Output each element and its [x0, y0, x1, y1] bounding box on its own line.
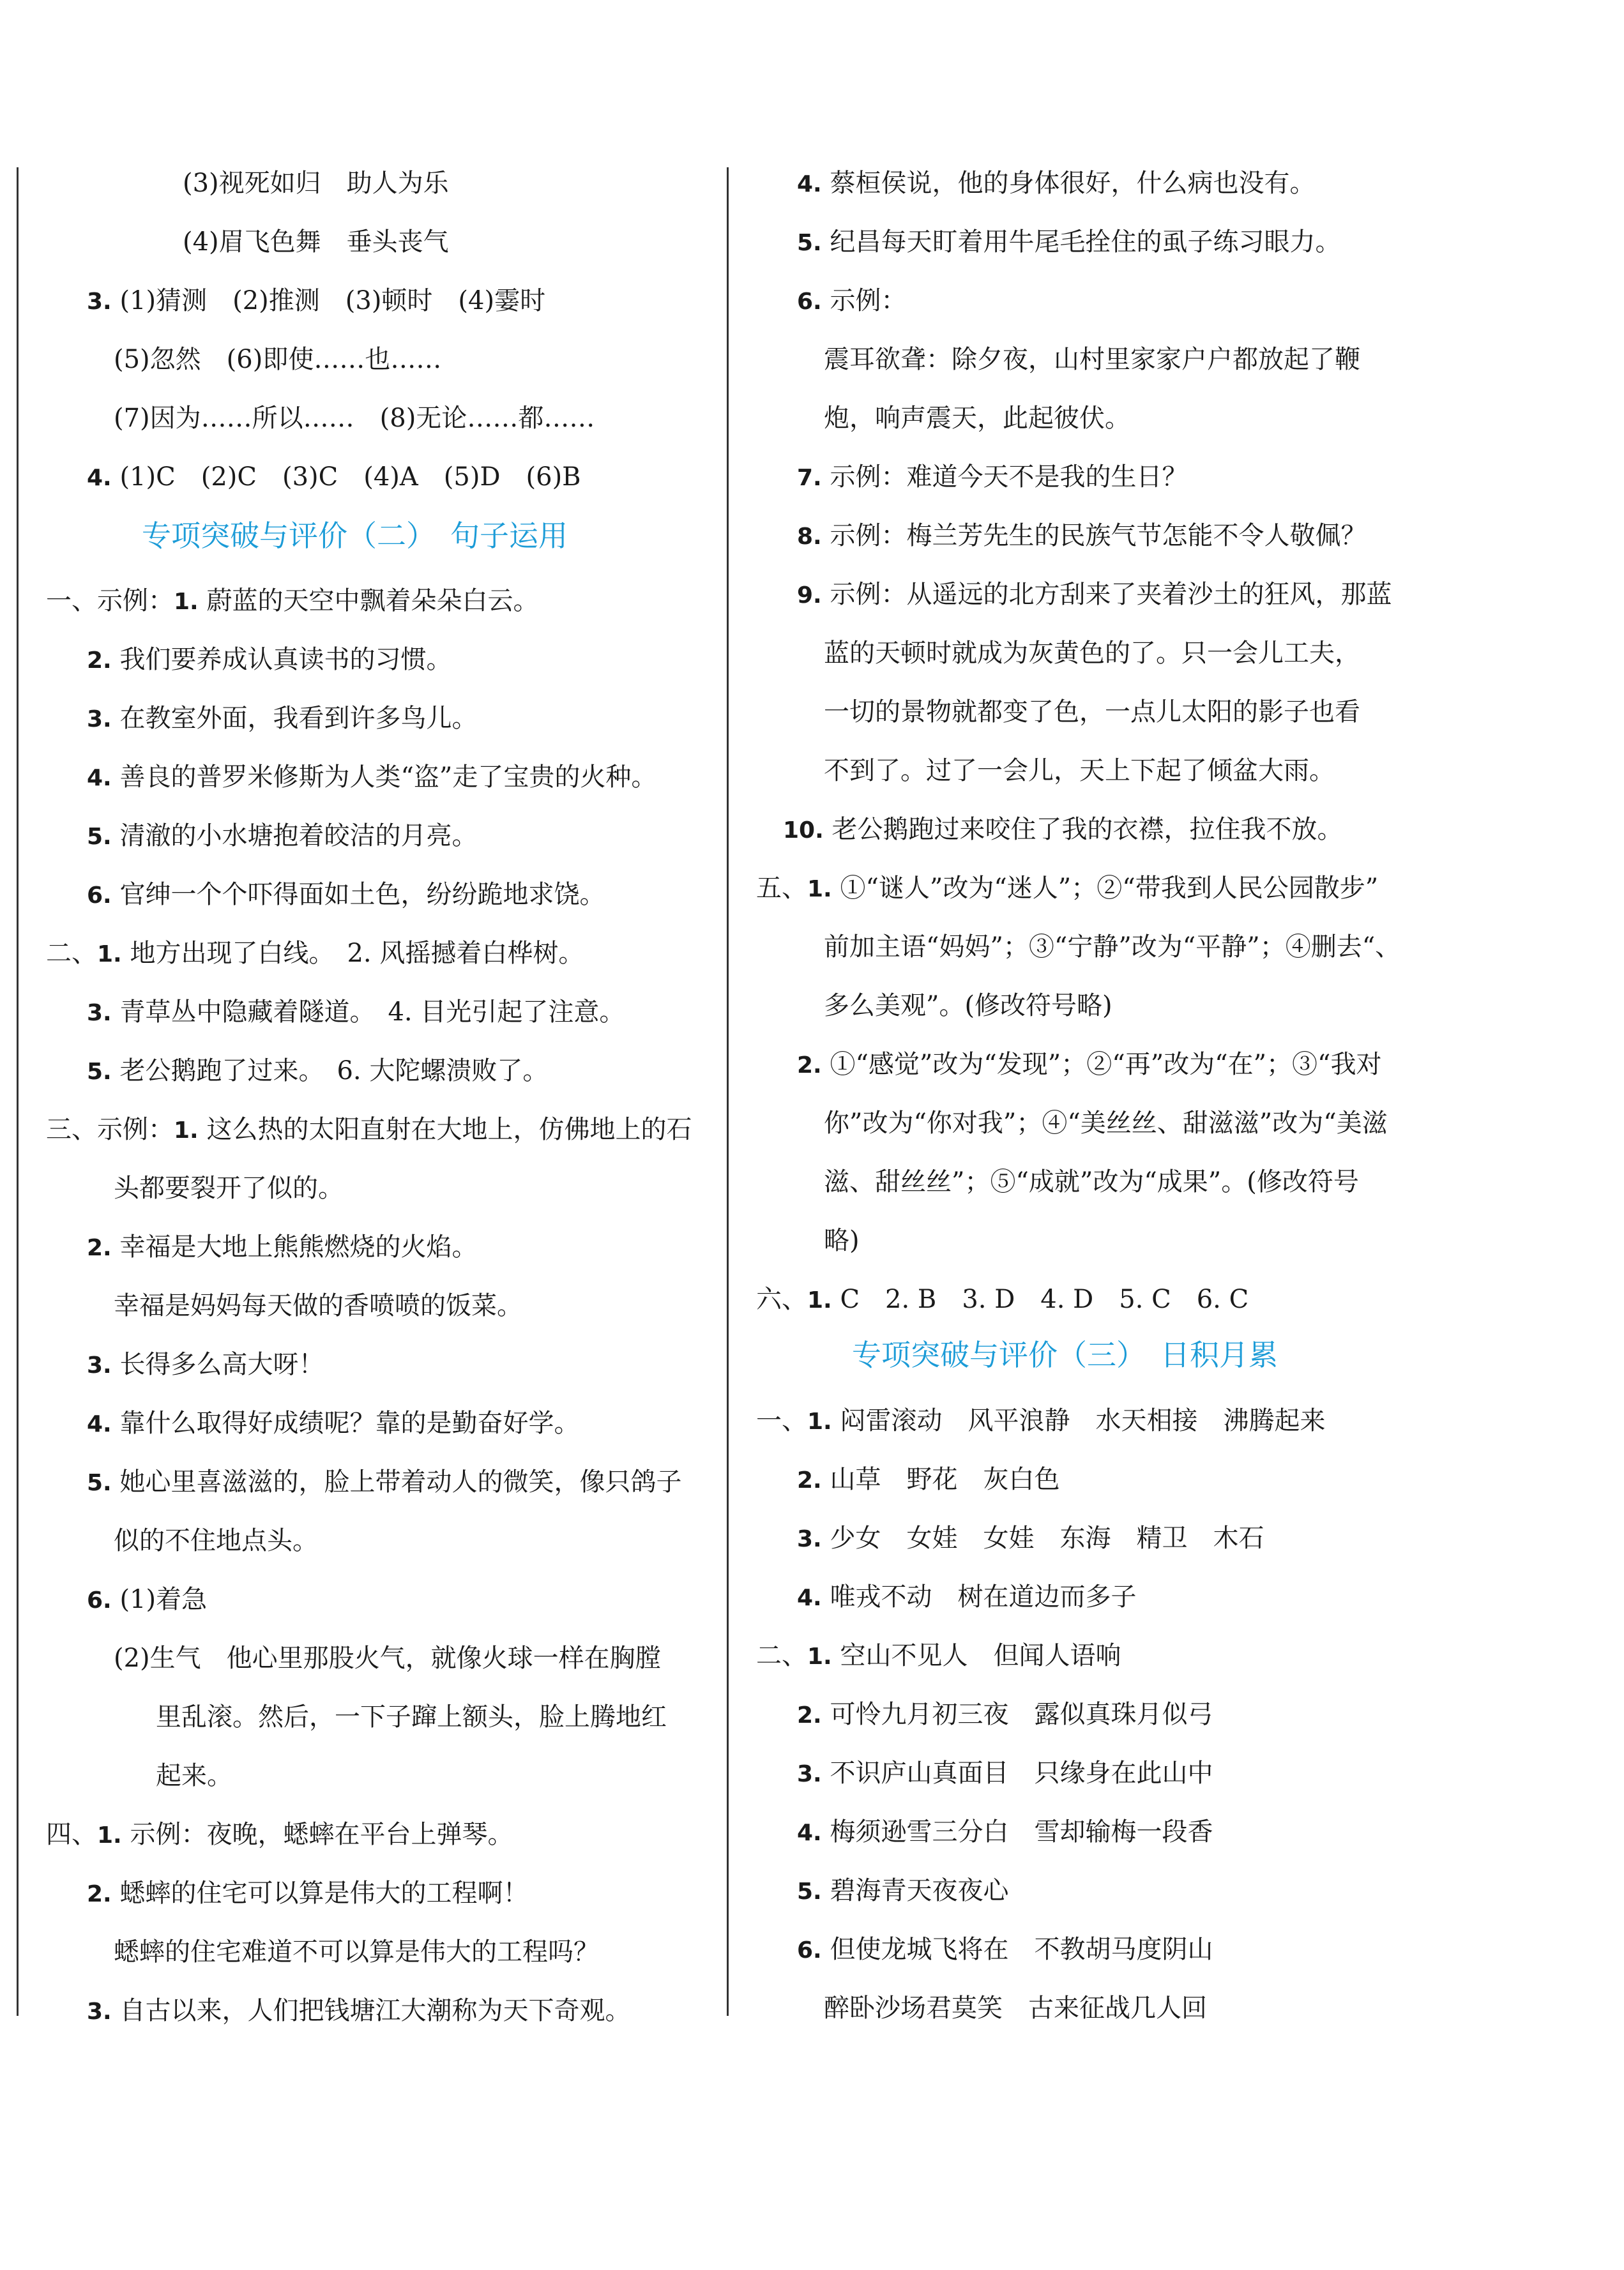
- question-number: 6.: [87, 882, 112, 909]
- answer-line: [87, 761, 656, 794]
- answer-text: 这么热的太阳直射在大地上，仿佛地上的石: [206, 1115, 692, 1144]
- answer-text: 蔡桓侯说，他的身体很好，什么病也没有。: [830, 169, 1316, 198]
- answer-line: [46, 937, 584, 971]
- question-number: 3.: [87, 289, 112, 315]
- answer-line: [87, 285, 545, 318]
- question-number: 4.: [87, 465, 112, 491]
- answer-line: [824, 931, 1400, 963]
- question-number: 2.: [87, 1235, 112, 1261]
- answer-line: [797, 1816, 1213, 1849]
- question-number: 3.: [87, 1352, 112, 1379]
- answer-text: (3)视死如归 助人为乐: [183, 169, 449, 198]
- question-number: 6.: [797, 289, 822, 315]
- question-number: 3.: [87, 706, 112, 732]
- answer-line: [797, 1464, 1059, 1497]
- answer-line: [783, 813, 1343, 847]
- answer-line: [46, 1114, 692, 1147]
- section-prefix: 四、: [46, 1820, 97, 1849]
- answer-text: 清澈的小水塘抱着皎洁的月亮。: [119, 821, 478, 851]
- answer-line: [824, 990, 1112, 1022]
- column-divider: [727, 167, 729, 2016]
- answer-text: 多么美观”。(修改符号略): [824, 991, 1112, 1020]
- answer-line: [87, 644, 452, 677]
- answer-line: [87, 1349, 324, 1382]
- question-number: 6.: [87, 1587, 112, 1614]
- question-number: 3.: [87, 1000, 112, 1026]
- question-number: 4.: [797, 1820, 822, 1846]
- answer-text: 幸福是妈妈每天做的香喷喷的饭菜。: [114, 1291, 522, 1320]
- answer-line: [824, 755, 1335, 787]
- right-column: [738, 0, 1440, 2270]
- answer-line: [87, 1584, 207, 1617]
- answer-text: 起来。: [156, 1761, 232, 1790]
- answer-line: [797, 579, 1392, 612]
- answer-text: (5)忽然 (6)即使……也……: [114, 345, 442, 374]
- answer-text: 不到了。过了一会儿，天上下起了倾盆大雨。: [824, 756, 1335, 785]
- answer-line: [87, 1055, 548, 1088]
- section-prefix: 五、: [756, 874, 807, 903]
- section-prefix: 二、: [756, 1641, 807, 1670]
- answer-text: 你”改为“你对我”；④“美丝丝、甜滋滋”改为“美滋: [824, 1109, 1388, 1138]
- answer-line: [87, 1231, 477, 1264]
- answer-line: [756, 1640, 1121, 1673]
- question-number: 3.: [797, 1761, 822, 1787]
- question-number: 2.: [87, 1881, 112, 1907]
- answer-text: 一切的景物就都变了色，一点儿太阳的影子也看: [824, 697, 1360, 727]
- answer-line: [797, 1757, 1213, 1790]
- question-number: 1.: [174, 589, 199, 615]
- question-number: 8.: [797, 524, 822, 550]
- answer-text: 蟋蟀的住宅可以算是伟大的工程啊！: [119, 1879, 529, 1908]
- answer-text: (1)猜测 (2)推测 (3)顿时 (4)霎时: [119, 286, 546, 315]
- answer-line: [87, 996, 625, 1029]
- answer-line: [183, 167, 449, 199]
- answer-text: 醉卧沙场君莫笑 古来征战几人回: [824, 1994, 1207, 2023]
- question-number: 1.: [97, 1822, 122, 1849]
- answer-text: 示例：夜晚，蟋蟀在平台上弹琴。: [130, 1820, 513, 1849]
- question-number: 2.: [797, 1702, 822, 1729]
- answer-line: [114, 1525, 318, 1557]
- answer-text: 老公鹅跑过来咬住了我的衣襟，拉住我不放。: [831, 815, 1343, 844]
- question-number: 1.: [807, 1409, 832, 1435]
- answer-line: [797, 461, 1187, 494]
- answer-line: [797, 520, 1366, 553]
- answer-line: [87, 461, 581, 494]
- answer-text: 不识庐山真面目 只缘身在此山中: [830, 1759, 1213, 1788]
- answer-text: ①“谜人”改为“迷人”；②“带我到人民公园散步”: [840, 874, 1379, 903]
- question-number: 1.: [174, 1117, 199, 1144]
- answer-text: 碧海青天夜夜心: [830, 1876, 1009, 1905]
- answer-text: 示例：: [830, 286, 907, 315]
- answer-line: [156, 1760, 232, 1792]
- question-number: 4.: [797, 1585, 822, 1611]
- answer-text: 但使龙城飞将在 不教胡马度阴山: [830, 1935, 1213, 1964]
- answer-line: [114, 402, 595, 434]
- answer-line: [797, 1522, 1264, 1555]
- answer-text: 示例：梅兰芳先生的民族气节怎能不令人敬佩？: [830, 521, 1367, 550]
- answer-line: [824, 344, 1360, 375]
- section-prefix: 一、: [756, 1406, 807, 1435]
- answer-text: 老公鹅跑了过来。 6. 大陀螺溃败了。: [119, 1056, 549, 1086]
- question-number: 7.: [797, 465, 822, 491]
- answer-line: [114, 1936, 599, 1968]
- question-number: 3.: [87, 1999, 112, 2025]
- question-number: 4.: [87, 1411, 112, 1437]
- answer-text: 可怜九月初三夜 露似真珠月似弓: [830, 1700, 1213, 1729]
- answer-text: 官绅一个个吓得面如土色，纷纷跪地求饶。: [119, 880, 605, 909]
- answer-line: [756, 872, 1378, 905]
- answer-text: 青草丛中隐藏着隧道。 4. 目光引起了注意。: [119, 997, 625, 1027]
- answer-line: [797, 1699, 1213, 1732]
- answer-text: 纪昌每天盯着用牛尾毛拴住的虱子练习眼力。: [830, 227, 1341, 257]
- question-number: 5.: [87, 824, 112, 850]
- section-heading: 专项突破与评价（二） 句子运用: [142, 518, 568, 553]
- answer-text: 少女 女娃 女娃 东海 精卫 木石: [830, 1524, 1264, 1553]
- answer-text: 靠什么取得好成绩呢？靠的是勤奋好学。: [119, 1409, 580, 1438]
- answer-line: [87, 1407, 579, 1441]
- answer-text: 山草 野花 灰白色: [830, 1465, 1060, 1494]
- answer-text: 善良的普罗米修斯为人类“盗”走了宝贵的火种。: [119, 762, 657, 792]
- answer-line: [824, 1107, 1388, 1139]
- question-number: 5.: [797, 230, 822, 256]
- answer-line: [46, 1819, 513, 1852]
- answer-text: 梅须逊雪三分白 雪却输梅一段香: [830, 1817, 1213, 1847]
- answer-line: [87, 820, 477, 853]
- answer-text: 空山不见人 但闻人语响: [840, 1641, 1121, 1670]
- answer-text: 长得多么高大呀！: [119, 1350, 324, 1379]
- question-number: 10.: [783, 817, 824, 844]
- answer-line: [87, 1877, 528, 1911]
- answer-text: 示例：难道今天不是我的生日？: [830, 462, 1188, 492]
- question-number: 4.: [797, 171, 822, 197]
- answer-text: 地方出现了白线。 2. 风摇撼着白桦树。: [130, 939, 584, 968]
- answer-line: [824, 696, 1360, 728]
- answer-text: 幸福是大地上熊熊燃烧的火焰。: [119, 1232, 478, 1262]
- answer-line: [824, 1225, 860, 1257]
- answer-text: 示例：从遥远的北方刮来了夹着沙土的狂风，那蓝: [830, 580, 1392, 609]
- answer-text: 蓝的天顿时就成为灰黄色的了。只一会儿工夫，: [824, 639, 1360, 668]
- answer-line: [797, 1933, 1213, 1967]
- question-number: 1.: [807, 1644, 832, 1670]
- answer-text: 自古以来，人们把钱塘江大潮称为天下奇观。: [119, 1996, 631, 2025]
- answer-text: (1)C (2)C (3)C (4)A (5)D (6)B: [119, 462, 581, 492]
- left-column: [0, 0, 722, 2270]
- answer-line: [797, 285, 906, 318]
- answer-line: [824, 637, 1360, 669]
- answer-line: [756, 1405, 1325, 1438]
- answer-text: 闷雷滚动 风平浪静 水天相接 沸腾起来: [840, 1406, 1326, 1435]
- section-prefix: 三、示例：: [46, 1115, 174, 1144]
- answer-text: C 2. B 3. D 4. D 5. C 6. C: [840, 1285, 1249, 1314]
- answer-text: (2)生气 他心里那股火气，就像火球一样在胸膛: [114, 1644, 661, 1673]
- answer-line: [797, 1048, 1382, 1082]
- question-number: 4.: [87, 765, 112, 791]
- answer-text: 炮，响声震天，此起彼伏。: [824, 404, 1130, 433]
- answer-line: [87, 702, 477, 736]
- answer-line: [46, 585, 538, 618]
- answer-text: 蟋蟀的住宅难道不可以算是伟大的工程吗？: [114, 1937, 599, 1967]
- answer-text: (1)着急: [119, 1585, 208, 1614]
- answer-text: (4)眉飞色舞 垂头丧气: [183, 227, 449, 257]
- section-prefix: 二、: [46, 939, 97, 968]
- answer-text: 似的不住地点头。: [114, 1526, 318, 1555]
- section-heading: 专项突破与评价（三） 日积月累: [852, 1338, 1278, 1372]
- answer-line: [183, 226, 449, 258]
- answer-line: [114, 1642, 661, 1674]
- answer-text: 头都要裂开了似的。: [114, 1174, 344, 1203]
- question-number: 1.: [807, 1287, 832, 1313]
- answer-text: 略): [824, 1226, 860, 1255]
- question-number: 1.: [807, 876, 832, 902]
- answer-line: [156, 1701, 667, 1733]
- answer-line: [114, 344, 441, 375]
- answer-line: [797, 1875, 1008, 1908]
- answer-line: [797, 167, 1315, 201]
- answer-text: 在教室外面，我看到许多鸟儿。: [119, 704, 478, 733]
- answer-line: [797, 226, 1340, 259]
- answer-text: (7)因为……所以…… (8)无论……都……: [114, 404, 595, 433]
- answer-line: [756, 1283, 1248, 1317]
- section-prefix: 六、: [756, 1285, 807, 1314]
- section-prefix: 一、示例：: [46, 586, 174, 616]
- answer-text: 滋、甜丝丝”；⑤“成就”改为“成果”。(修改符号: [824, 1167, 1359, 1197]
- answer-line: [87, 879, 605, 912]
- answer-text: ①“感觉”改为“发现”；②“再”改为“在”；③“我对: [830, 1050, 1382, 1079]
- question-number: 1.: [97, 941, 122, 967]
- answer-line: [114, 1172, 344, 1204]
- question-number: 2.: [797, 1052, 822, 1078]
- answer-line: [824, 1992, 1207, 2024]
- answer-text: 里乱滚。然后，一下子蹿上额头，脸上腾地红: [156, 1702, 667, 1732]
- question-number: 9.: [797, 582, 822, 609]
- answer-line: [824, 1166, 1359, 1198]
- question-number: 2.: [87, 647, 112, 674]
- answer-text: 前加主语“妈妈”；③“宁静”改为“平静”；④删去“、: [824, 932, 1401, 962]
- question-number: 5.: [87, 1470, 112, 1496]
- question-number: 5.: [87, 1059, 112, 1085]
- answer-line: [87, 1466, 681, 1499]
- answer-text: 蔚蓝的天空中飘着朵朵白云。: [206, 586, 539, 616]
- answer-line: [824, 402, 1130, 434]
- answer-line: [114, 1290, 522, 1322]
- question-number: 2.: [797, 1467, 822, 1494]
- answer-line: [87, 1995, 630, 2028]
- question-number: 5.: [797, 1879, 822, 1905]
- answer-line: [797, 1581, 1136, 1614]
- question-number: 6.: [797, 1937, 822, 1964]
- answer-text: 她心里喜滋滋的，脸上带着动人的微笑，像只鸽子: [119, 1467, 682, 1497]
- question-number: 3.: [797, 1526, 822, 1552]
- answer-text: 震耳欲聋：除夕夜，山村里家家户户都放起了鞭: [824, 345, 1360, 374]
- answer-text: 唯戎不动 树在道边而多子: [830, 1582, 1137, 1612]
- answer-text: 我们要养成认真读书的习惯。: [119, 645, 452, 674]
